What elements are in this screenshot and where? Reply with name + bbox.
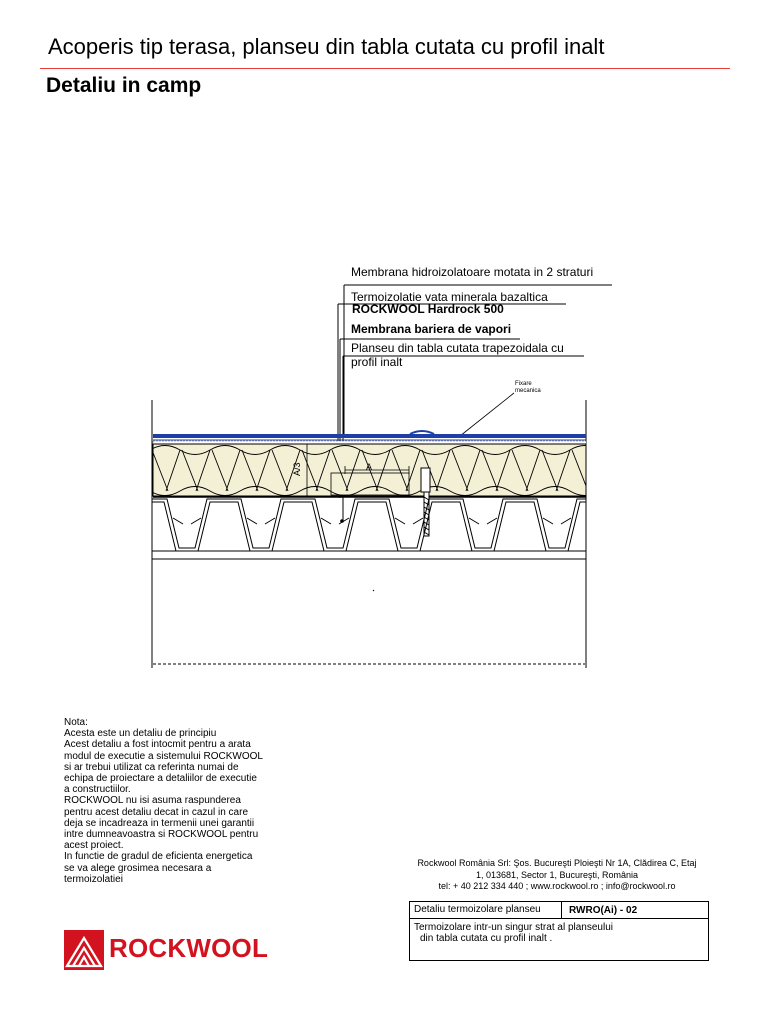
company-line-2: 1, 013681, Sector 1, Bucureşti, România <box>475 869 639 880</box>
title-block-text-2: din tabla cutata cu profil inalt . <box>420 933 553 944</box>
dim-label-a: A <box>366 462 373 472</box>
label-insulation: Termoizolatie vata minerala bazaltica <box>351 290 548 304</box>
label-membrane: Membrana hidroizolatoare motata in 2 straturi <box>351 265 594 279</box>
note-text: Nota: Acesta este un detaliu de principiu Acest detaliu a fost intocmit pentru a arata modul de executie a sistemului ROCKWOOL si ar trebui utilizat ca referinta numai de echipa de proiectare a detaliilor de executie a constructiilor. ROCKWOOL nu isi asuma raspunderea pentru acest detaliu decat in cazul in care deja se incadreaza in termenii unei garantii intre dumneavoastra si ROCKWOOL pentru acest proiect. In functie de gradul de eficienta energetica se va alege grosimea necesara a termoizolatiei <box>64 717 263 885</box>
rockwool-logo-mark-icon <box>64 930 104 970</box>
dim-label-a3: A/3 <box>292 462 302 476</box>
trapezoidal-deck <box>152 499 586 551</box>
label-fixing: Fixare <box>515 381 532 387</box>
title-block-text <box>410 922 708 944</box>
leader-dot <box>340 519 344 523</box>
title-block-description: Detaliu termoizolare planseu <box>410 902 562 919</box>
title-block-code: RWRO(Ai) - 02 <box>562 902 708 919</box>
company-line-1: Rockwool România Srl: Şos. Bucureşti Ploieşti Nr 1A, Clădirea C, Etaj <box>417 858 697 868</box>
page-subtitle: Detaliu in camp <box>46 74 202 97</box>
label-fixing-2: mecanica <box>515 388 541 394</box>
label-deck: Planseu din tabla cutata trapezoidala cu <box>351 341 564 355</box>
fixing-leader <box>460 393 514 436</box>
label-vapour-barrier: Membrana bariera de vapori <box>351 322 512 336</box>
label-deck-2: profil inalt <box>351 355 403 369</box>
logo-wordmark: ROCKWOOL <box>109 933 269 963</box>
label-insulation-product: ROCKWOOL Hardrock 500 <box>352 302 504 316</box>
title-block <box>409 901 709 961</box>
lower-structure <box>152 559 586 664</box>
company-info <box>404 858 710 893</box>
waterproof-membrane <box>153 431 586 440</box>
title-block-text-1: Termoizolare intr-un singur strat al planseului <box>414 922 613 933</box>
company-line-3: tel: + 40 212 334 440 ; www.rockwool.ro ; info@rockwool.ro <box>438 881 676 891</box>
rockwool-logo <box>64 930 279 970</box>
page-title: Acoperis tip terasa, planseu din tabla cutata cu profil inalt <box>48 34 605 59</box>
